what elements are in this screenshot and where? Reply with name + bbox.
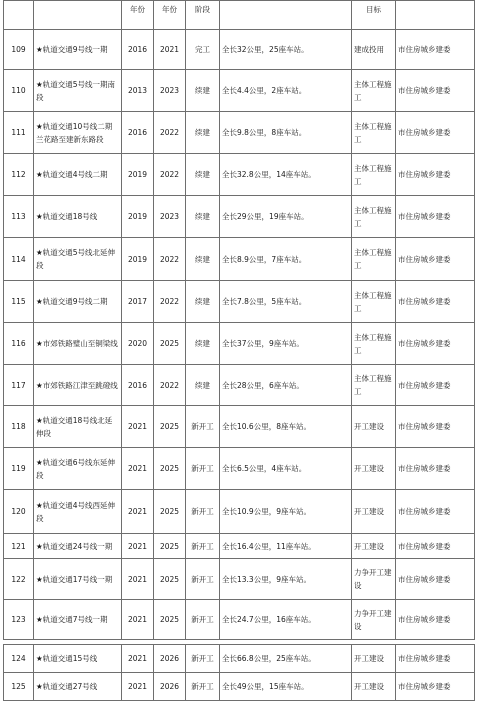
goal-cell: 力争开工建设 <box>352 600 396 640</box>
goal-cell: 主体工程施工 <box>352 323 396 365</box>
scale-cell: 全长28公里，6座车站。 <box>220 365 352 406</box>
project-name-cell: ★轨道交通5号线一期南段 <box>34 70 122 112</box>
scale-cell: 全长66.8公里，25座车站。 <box>220 645 352 673</box>
start-year-cell: 2016 <box>122 365 154 406</box>
row-number-cell: 121 <box>4 534 34 559</box>
stage-cell: 续建 <box>186 154 220 196</box>
project-name-cell: ★轨道交通5号线北延伸段 <box>34 238 122 281</box>
table-row <box>4 365 475 406</box>
stage-cell: 续建 <box>186 70 220 112</box>
header-end-year: 年份 <box>154 1 186 30</box>
row-number-cell: 109 <box>4 30 34 70</box>
stage-cell: 续建 <box>186 112 220 154</box>
department-cell: 市住房城乡建委 <box>396 448 475 490</box>
goal-cell: 开工建设 <box>352 534 396 559</box>
header-dept <box>396 1 475 30</box>
end-year-cell: 2025 <box>154 600 186 640</box>
project-name-cell: ★市郊铁路江津至跳磴线 <box>34 365 122 406</box>
stage-cell: 新开工 <box>186 673 220 701</box>
row-number-cell: 124 <box>4 645 34 673</box>
scale-cell: 全长4.4公里，2座车站。 <box>220 70 352 112</box>
table-row <box>4 600 475 640</box>
goal-cell: 主体工程施工 <box>352 70 396 112</box>
goal-cell: 主体工程施工 <box>352 281 396 323</box>
project-name-cell: ★轨道交通10号线二期兰花路至建新东路段 <box>34 112 122 154</box>
table-row <box>4 196 475 238</box>
table-row <box>4 238 475 281</box>
goal-cell: 主体工程施工 <box>352 365 396 406</box>
stage-cell: 新开工 <box>186 490 220 534</box>
end-year-cell: 2026 <box>154 645 186 673</box>
scale-cell: 全长10.6公里，8座车站。 <box>220 406 352 448</box>
department-cell: 市住房城乡建委 <box>396 154 475 196</box>
start-year-cell: 2021 <box>122 534 154 559</box>
row-number-cell: 120 <box>4 490 34 534</box>
row-number-cell: 111 <box>4 112 34 154</box>
stage-cell: 续建 <box>186 281 220 323</box>
header-goal: 目标 <box>352 1 396 30</box>
end-year-cell: 2025 <box>154 490 186 534</box>
project-name-cell: ★轨道交通18号线北延伸段 <box>34 406 122 448</box>
table-row <box>4 645 475 673</box>
goal-cell: 开工建设 <box>352 448 396 490</box>
header-stage: 阶段 <box>186 1 220 30</box>
table-row <box>4 281 475 323</box>
row-number-cell: 122 <box>4 559 34 600</box>
project-name-cell: ★市郊铁路璧山至铜梁线 <box>34 323 122 365</box>
goal-cell: 开工建设 <box>352 673 396 701</box>
project-name-cell: ★轨道交通4号线西延伸段 <box>34 490 122 534</box>
project-name-cell: ★轨道交通7号线一期 <box>34 600 122 640</box>
stage-cell: 新开工 <box>186 559 220 600</box>
stage-cell: 新开工 <box>186 645 220 673</box>
department-cell: 市住房城乡建委 <box>396 281 475 323</box>
row-number-cell: 116 <box>4 323 34 365</box>
end-year-cell: 2023 <box>154 70 186 112</box>
start-year-cell: 2021 <box>122 645 154 673</box>
scale-cell: 全长7.8公里，5座车站。 <box>220 281 352 323</box>
scale-cell: 全长37公里，9座车站。 <box>220 323 352 365</box>
start-year-cell: 2013 <box>122 70 154 112</box>
department-cell: 市住房城乡建委 <box>396 238 475 281</box>
stage-cell: 新开工 <box>186 600 220 640</box>
end-year-cell: 2025 <box>154 448 186 490</box>
scale-cell: 全长9.8公里，8座车站。 <box>220 112 352 154</box>
header-start-year: 年份 <box>122 1 154 30</box>
row-number-cell: 113 <box>4 196 34 238</box>
end-year-cell: 2023 <box>154 196 186 238</box>
start-year-cell: 2016 <box>122 112 154 154</box>
end-year-cell: 2022 <box>154 281 186 323</box>
project-name-cell: ★轨道交通17号线一期 <box>34 559 122 600</box>
scale-cell: 全长13.3公里，9座车站。 <box>220 559 352 600</box>
row-number-cell: 118 <box>4 406 34 448</box>
goal-cell: 主体工程施工 <box>352 154 396 196</box>
department-cell: 市住房城乡建委 <box>396 490 475 534</box>
row-number-cell: 119 <box>4 448 34 490</box>
project-name-cell: ★轨道交通9号线一期 <box>34 30 122 70</box>
department-cell: 市住房城乡建委 <box>396 323 475 365</box>
start-year-cell: 2021 <box>122 600 154 640</box>
end-year-cell: 2022 <box>154 154 186 196</box>
project-name-cell: ★轨道交通6号线东延伸段 <box>34 448 122 490</box>
start-year-cell: 2019 <box>122 154 154 196</box>
header-row <box>4 1 475 30</box>
goal-cell: 力争开工建设 <box>352 559 396 600</box>
goal-cell: 开工建设 <box>352 490 396 534</box>
project-name-cell: ★轨道交通24号线一期 <box>34 534 122 559</box>
goal-cell: 主体工程施工 <box>352 196 396 238</box>
row-number-cell: 125 <box>4 673 34 701</box>
project-name-cell: ★轨道交通27号线 <box>34 673 122 701</box>
end-year-cell: 2025 <box>154 559 186 600</box>
table-row <box>4 406 475 448</box>
stage-cell: 完工 <box>186 30 220 70</box>
end-year-cell: 2025 <box>154 534 186 559</box>
row-number-cell: 123 <box>4 600 34 640</box>
row-number-cell: 112 <box>4 154 34 196</box>
end-year-cell: 2021 <box>154 30 186 70</box>
department-cell: 市住房城乡建委 <box>396 365 475 406</box>
department-cell: 市住房城乡建委 <box>396 534 475 559</box>
start-year-cell: 2021 <box>122 490 154 534</box>
scale-cell: 全长16.4公里，11座车站。 <box>220 534 352 559</box>
department-cell: 市住房城乡建委 <box>396 559 475 600</box>
start-year-cell: 2017 <box>122 281 154 323</box>
department-cell: 市住房城乡建委 <box>396 673 475 701</box>
start-year-cell: 2021 <box>122 448 154 490</box>
table-row <box>4 448 475 490</box>
start-year-cell: 2021 <box>122 673 154 701</box>
department-cell: 市住房城乡建委 <box>396 30 475 70</box>
table-row <box>4 30 475 70</box>
end-year-cell: 2022 <box>154 112 186 154</box>
start-year-cell: 2016 <box>122 30 154 70</box>
scale-cell: 全长10.9公里，9座车站。 <box>220 490 352 534</box>
table-row <box>4 154 475 196</box>
start-year-cell: 2019 <box>122 196 154 238</box>
stage-cell: 续建 <box>186 365 220 406</box>
scale-cell: 全长8.9公里，7座车站。 <box>220 238 352 281</box>
scale-cell: 全长29公里，19座车站。 <box>220 196 352 238</box>
goal-cell: 主体工程施工 <box>352 112 396 154</box>
start-year-cell: 2021 <box>122 406 154 448</box>
end-year-cell: 2025 <box>154 406 186 448</box>
table-row <box>4 490 475 534</box>
stage-cell: 续建 <box>186 323 220 365</box>
department-cell: 市住房城乡建委 <box>396 70 475 112</box>
stage-cell: 续建 <box>186 238 220 281</box>
goal-cell: 开工建设 <box>352 406 396 448</box>
row-number-cell: 114 <box>4 238 34 281</box>
scale-cell: 全长32公里，25座车站。 <box>220 30 352 70</box>
goal-cell: 建成投用 <box>352 30 396 70</box>
start-year-cell: 2020 <box>122 323 154 365</box>
project-name-cell: ★轨道交通4号线二期 <box>34 154 122 196</box>
table-row <box>4 534 475 559</box>
stage-cell: 续建 <box>186 196 220 238</box>
projects-table <box>3 0 475 701</box>
project-name-cell: ★轨道交通15号线 <box>34 645 122 673</box>
header-name <box>34 1 122 30</box>
project-name-cell: ★轨道交通18号线 <box>34 196 122 238</box>
start-year-cell: 2019 <box>122 238 154 281</box>
end-year-cell: 2022 <box>154 238 186 281</box>
header-scale <box>220 1 352 30</box>
stage-cell: 新开工 <box>186 534 220 559</box>
table-row <box>4 323 475 365</box>
header-no <box>4 1 34 30</box>
scale-cell: 全长6.5公里，4座车站。 <box>220 448 352 490</box>
department-cell: 市住房城乡建委 <box>396 112 475 154</box>
row-number-cell: 110 <box>4 70 34 112</box>
end-year-cell: 2022 <box>154 365 186 406</box>
department-cell: 市住房城乡建委 <box>396 406 475 448</box>
table-row <box>4 673 475 701</box>
table-row <box>4 70 475 112</box>
department-cell: 市住房城乡建委 <box>396 645 475 673</box>
scale-cell: 全长49公里，15座车站。 <box>220 673 352 701</box>
row-number-cell: 117 <box>4 365 34 406</box>
department-cell: 市住房城乡建委 <box>396 196 475 238</box>
end-year-cell: 2026 <box>154 673 186 701</box>
end-year-cell: 2025 <box>154 323 186 365</box>
scale-cell: 全长24.7公里，16座车站。 <box>220 600 352 640</box>
goal-cell: 主体工程施工 <box>352 238 396 281</box>
table-row <box>4 559 475 600</box>
goal-cell: 开工建设 <box>352 645 396 673</box>
row-number-cell: 115 <box>4 281 34 323</box>
stage-cell: 新开工 <box>186 406 220 448</box>
start-year-cell: 2021 <box>122 559 154 600</box>
scale-cell: 全长32.8公里，14座车站。 <box>220 154 352 196</box>
table-row <box>4 112 475 154</box>
stage-cell: 新开工 <box>186 448 220 490</box>
department-cell: 市住房城乡建委 <box>396 600 475 640</box>
project-name-cell: ★轨道交通9号线二期 <box>34 281 122 323</box>
